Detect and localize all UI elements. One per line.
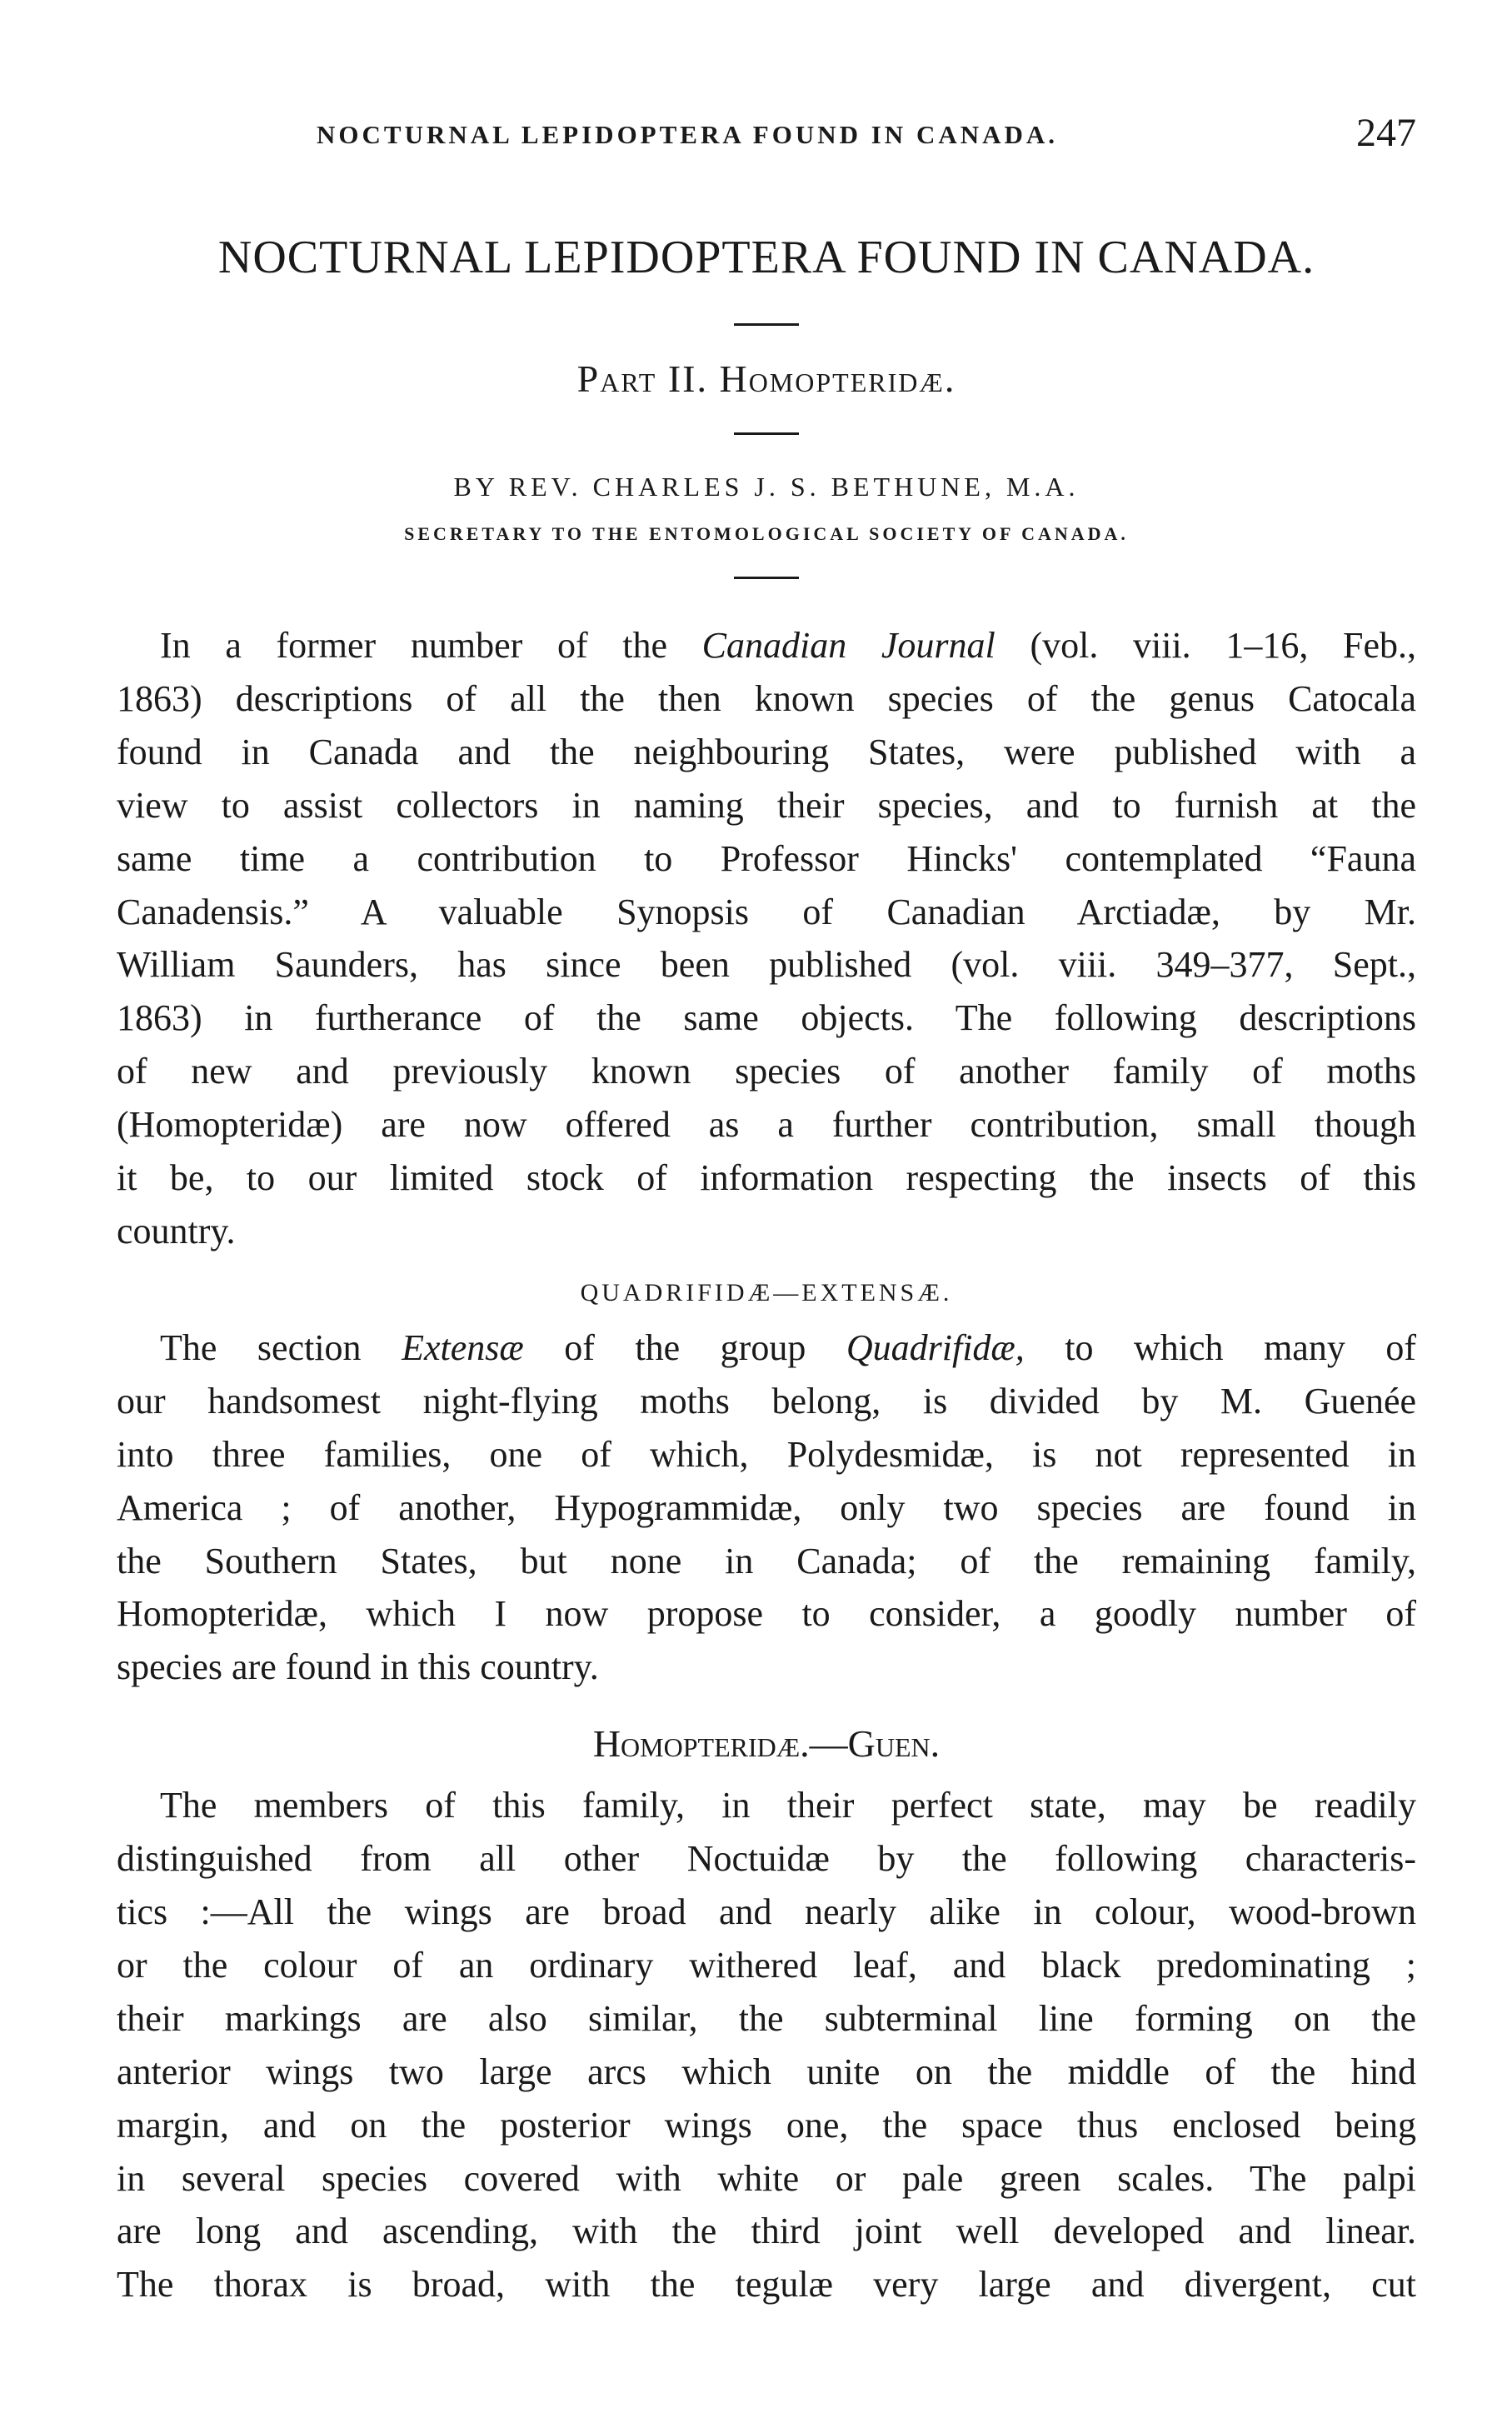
author-affiliation: SECRETARY TO THE ENTOMOLOGICAL SOCIETY OF CANADA. — [404, 523, 1129, 544]
journal-title-italic: Canadian Journal — [701, 625, 996, 666]
text-line: Canadensis.” A valuable Synopsis of Canadian Arctiadæ, by Mr. — [117, 891, 1416, 932]
text-line: The thorax is broad, with the tegulæ very large and divergent, cut — [117, 2264, 1416, 2306]
text-line: are long and ascending, with the third joint well developed and linear. — [117, 2211, 1416, 2252]
taxon-italic: Extensæ — [402, 1326, 524, 1368]
page-number: 247 — [1356, 111, 1416, 155]
section-heading: QUADRIFIDÆ—EXTENSÆ. — [580, 1278, 953, 1306]
text-line: country. — [117, 1210, 236, 1251]
text-line: William Saunders, has since been published (vol. viii. 349–377, Sept., — [117, 944, 1416, 986]
text-line: Homopteridæ, which I now propose to consider, a goodly number of — [117, 1593, 1416, 1635]
text-line: found in Canada and the neighbouring States, were published with a — [117, 731, 1416, 772]
text-line: (Homopteridæ) are now offered as a further contribution, small though — [117, 1104, 1416, 1146]
text-line: it be, to our limited stock of information respecting the insects of this — [117, 1157, 1416, 1199]
text-line: margin, and on the posterior wings one, the space thus enclosed being — [117, 2104, 1416, 2146]
text-line — [117, 619, 1416, 672]
text-line: in several species covered with white or pale green scales. The palpi — [117, 2157, 1416, 2199]
text-run: of the group — [523, 1326, 846, 1368]
text-line: view to assist collectors in naming their species, and to furnish at the — [117, 784, 1416, 826]
extensae-paragraph — [117, 1321, 1416, 1694]
text-line: tics :—All the wings are broad and nearly alike in colour, wood-brown — [117, 1891, 1416, 1933]
homopteridae-paragraph — [117, 1779, 1416, 2311]
text-run: (vol. viii. 1–16, Feb., — [995, 625, 1416, 666]
book-page — [117, 108, 1416, 2311]
author-byline: BY REV. CHARLES J. S. BETHUNE, M.A. — [453, 472, 1080, 502]
article-title: NOCTURNAL LEPIDOPTERA FOUND IN CANADA. — [217, 232, 1315, 283]
text-line: or the colour of an ordinary withered leaf, and black predominating ; — [117, 1944, 1416, 1986]
text-line: same time a contribution to Professor Hincks' contemplated “Fauna — [117, 837, 1416, 879]
text-line: anterior wings two large arcs which unite on the middle of the hind — [117, 2051, 1416, 2092]
text-line: The members of this family, in their perfect state, may be readily — [160, 1785, 1416, 1826]
text-line: distinguished from all other Noctuidæ by the following characteris- — [117, 1838, 1416, 1880]
part-heading: Part II. Homopteridæ. — [576, 357, 956, 400]
divider-rule — [734, 432, 799, 435]
running-head — [117, 108, 1416, 158]
family-heading: Homopteridæ.—Guen. — [592, 1722, 941, 1766]
text-run: In a former number of the — [160, 625, 702, 666]
text-line: 1863) in furtherance of the same objects. The following descriptions — [117, 997, 1416, 1039]
text-run: The section — [160, 1326, 402, 1368]
text-line: of new and previously known species of another family of moths — [117, 1051, 1416, 1092]
divider-rule — [734, 323, 799, 326]
running-head-title: NOCTURNAL LEPIDOPTERA FOUND IN CANADA. — [317, 120, 1059, 149]
text-line — [117, 1321, 1416, 1375]
taxon-italic: Quadrifidæ, — [846, 1326, 1025, 1368]
text-line: into three families, one of which, Polydesmidæ, is not represented in — [117, 1433, 1416, 1475]
text-line: 1863) descriptions of all the then known species of the genus Catocala — [117, 677, 1416, 719]
text-line: species are found in this country. — [117, 1646, 599, 1688]
intro-paragraph — [117, 619, 1416, 1258]
text-line: our handsomest night-flying moths belong, is divided by M. Guenée — [117, 1380, 1416, 1421]
text-line: their markings are also similar, the subterminal line forming on the — [117, 1997, 1416, 2039]
text-run: to which many of — [1024, 1326, 1416, 1368]
text-line: America ; of another, Hypogrammidæ, only two species are found in — [117, 1486, 1416, 1528]
divider-rule — [734, 577, 799, 579]
text-line: the Southern States, but none in Canada; of the remaining family, — [117, 1540, 1416, 1581]
